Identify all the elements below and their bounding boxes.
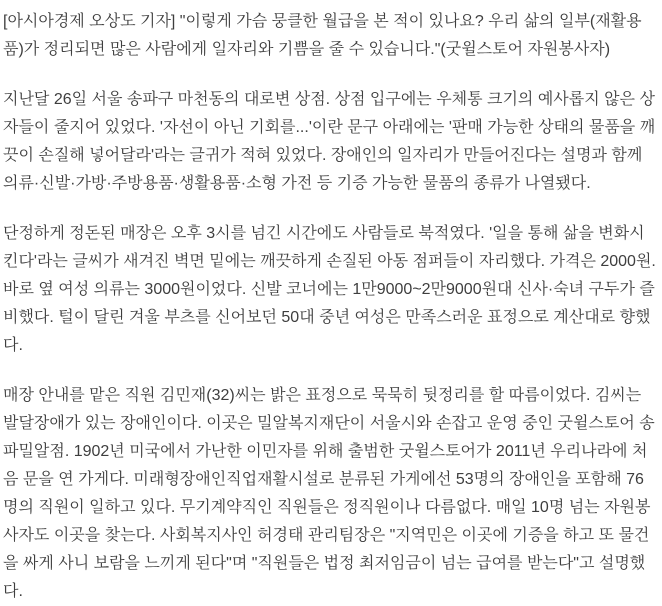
article-paragraph: 매장 안내를 맡은 직원 김민재(32)씨는 밝은 표정으로 묵묵히 뒷정리를 할 따름이었다. 김씨는 발달장애가 있는 장애인이다. 이곳은 밀알복지재단이 서울시와 손잡고 운영 중인 굿윌스토어 송파밀알점. 1902년 미국에서 가난한 이민자를 위해 출범한 굿윌스토어가 2011년 우리나라에 처음 문을 연 가게다. 미래형장애인직업재활시설로 분류된 가게에선 53명의 장애인을 포함해 76명의 직원이 일하고 있다. 무기계약직인 직원들은 정직원이나 다름없다. 매일 10명 넘는 자원봉사자도 이곳을 찾는다. 사회복지사인 허경태 관리팀장은 "지역민은 이곳에 기증을 하고 또 물건을 싸게 사니 보람을 느끼게 된다"며 "직원들은 법정 최저임금이 넘는 급여를 받는다"고 설명했다. xyxy=(3,387,655,600)
article-paragraph-lead: [아시아경제 오상도 기자] "이렇게 가슴 뭉클한 월급을 본 적이 있나요? 우리 삶의 일부(재활용품)가 정리되면 많은 사람에게 일자리와 기쁨을 줄 수 있습니다."(굿윌스토어 자원봉사자) xyxy=(3,13,642,58)
article-paragraph: 단정하게 정돈된 매장은 오후 3시를 넘긴 시간에도 사람들로 북적였다. '일을 통해 삶을 변화시킨다'라는 글씨가 새겨진 벽면 밑에는 깨끗하게 손질된 아동 점퍼들이 자리했다. 가격은 2000원. 바로 옆 여성 의류는 3000원이었다. 신발 코너에는 1만9000~2만9000원대 신사·숙녀 구두가 즐비했다. 털이 달린 겨울 부츠를 신어보던 50대 중년 여성은 만족스러운 표정으로 계산대로 향했다. xyxy=(3,225,656,354)
article-paragraph: 지난달 26일 서울 송파구 마천동의 대로변 상점. 상점 입구에는 우체통 크기의 예사롭지 않은 상자들이 줄지어 있었다. '자선이 아닌 기회를...'이란 문구 아래에는 '판매 가능한 상태의 물품을 깨끗이 손질해 넣어달라'라는 글귀가 적혀 있었다. 장애인의 일자리가 만들어진다는 설명과 함께 의류·신발·가방·주방용품·생활용품·소형 가전 등 기증 가능한 물품의 종류가 나열됐다. xyxy=(3,91,656,192)
